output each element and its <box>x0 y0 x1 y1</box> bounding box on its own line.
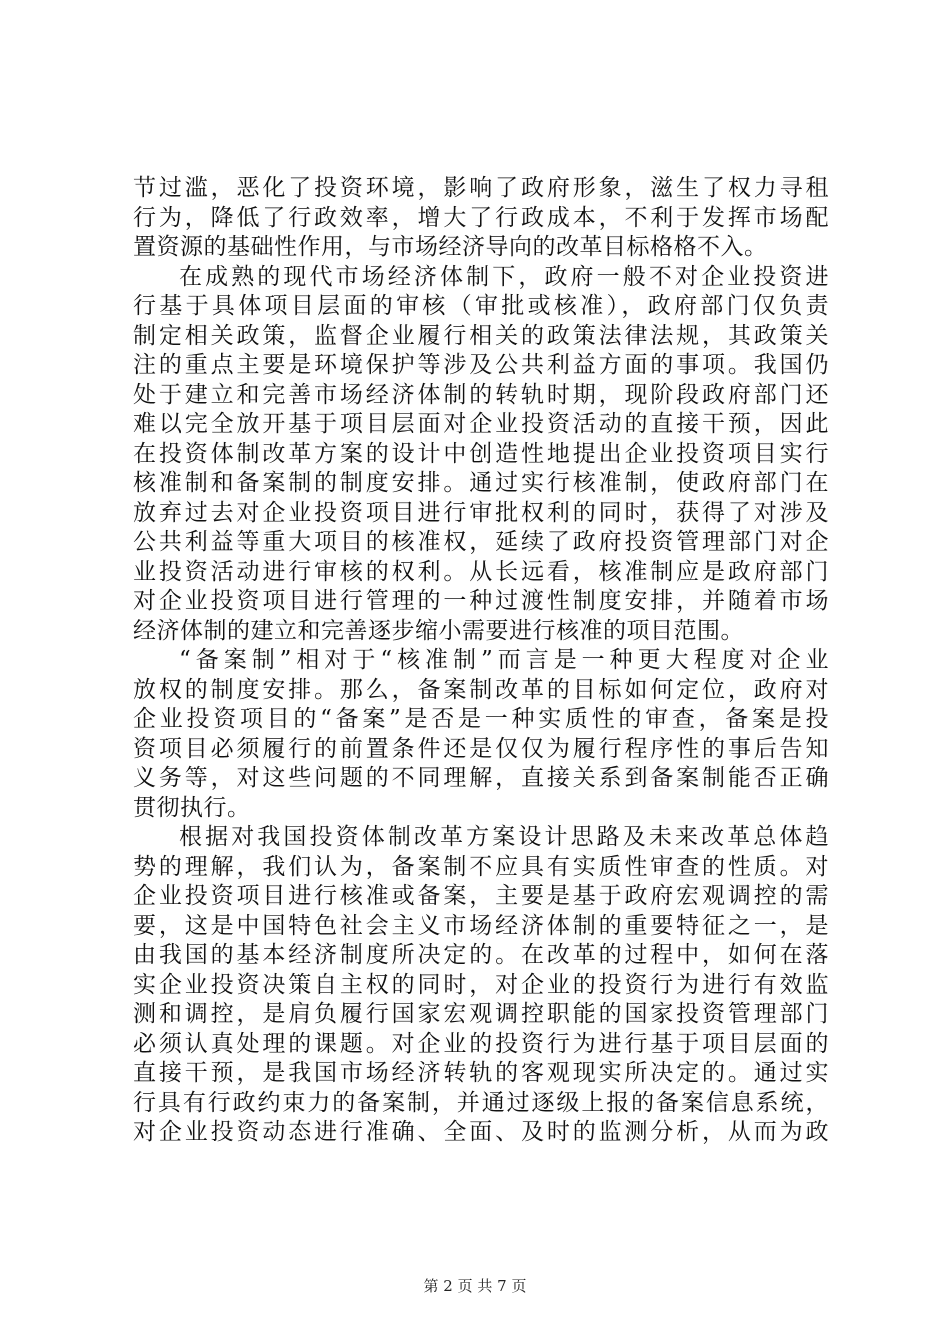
text-line: 行具有行政约束力的备案制，并通过逐级上报的备案信息系统， <box>133 1089 829 1116</box>
text-line: 企业投资项目的“备案”是否是一种实质性的审查，备案是投 <box>133 706 829 732</box>
text-line: 必须认真处理的课题。对企业的投资行为进行基于项目层面的 <box>133 1030 829 1057</box>
text-line: 注的重点主要是环境保护等涉及公共利益方面的事项。我国仍 <box>133 352 829 378</box>
text-line: 对企业投资项目进行管理的一种过渡性制度安排，并随着市场 <box>133 588 829 614</box>
text-line: 放权的制度安排。那么，备案制改革的目标如何定位，政府对 <box>133 676 829 703</box>
text-line: 对企业投资动态进行准确、全面、及时的监测分析，从而为政 <box>133 1119 829 1145</box>
page-number: 第 2 页 共 7 页 <box>423 1277 527 1295</box>
text-line: 企业投资项目进行核准或备案，主要是基于政府宏观调控的需 <box>133 883 829 909</box>
text-line: 行为，降低了行政效率，增大了行政成本，不利于发挥市场配 <box>133 204 829 231</box>
text-line: 测和调控，是肩负履行国家宏观调控职能的国家投资管理部门 <box>133 1001 829 1027</box>
text-line: 行基于具体项目层面的审核（审批或核准），政府部门仅负责 <box>133 293 829 319</box>
body-text <box>133 174 829 1148</box>
text-line: 经济体制的建立和完善逐步缩小需要进行核准的项目范围。 <box>133 617 744 644</box>
text-line: 置资源的基础性作用，与市场经济导向的改革目标格格不入。 <box>133 234 768 260</box>
text-line: 业投资活动进行审核的权利。从长远看，核准制应是政府部门 <box>133 558 829 585</box>
text-line: 节过滥，恶化了投资环境，影响了政府形象，滋生了权力寻租 <box>133 175 829 201</box>
text-line: 直接干预，是我国市场经济转轨的客观现实所决定的。通过实 <box>133 1060 829 1086</box>
text-line: 贯彻执行。 <box>133 794 251 821</box>
text-line: 核准制和备案制的制度安排。通过实行核准制，使政府部门在 <box>133 470 829 496</box>
text-line: 资项目必须履行的前置条件还是仅仅为履行程序性的事后告知 <box>133 735 829 762</box>
text-line: 要，这是中国特色社会主义市场经济体制的重要特征之一，是 <box>133 912 829 939</box>
text-line: 实企业投资决策自主权的同时，对企业的投资行为进行有效监 <box>133 971 829 998</box>
text-line: 公共利益等重大项目的核准权，延续了政府投资管理部门对企 <box>133 529 829 555</box>
text-line: 在投资体制改革方案的设计中创造性地提出企业投资项目实行 <box>133 440 829 467</box>
text-line: 势的理解，我们认为，备案制不应具有实质性审查的性质。对 <box>133 853 829 880</box>
text-line: 放弃过去对企业投资项目进行审批权利的同时，获得了对涉及 <box>133 499 829 526</box>
text-line: 由我国的基本经济制度所决定的。在改革的过程中，如何在落 <box>133 942 829 968</box>
text-line: 制定相关政策，监督企业履行相关的政策法律法规，其政策关 <box>133 322 829 349</box>
page-footer <box>0 1275 950 1296</box>
paragraph-first-line: 根据对我国投资体制改革方案设计思路及未来改革总体趋 <box>179 824 829 850</box>
text-line: 难以完全放开基于项目层面对企业投资活动的直接干预，因此 <box>133 411 829 437</box>
text-line: 义务等，对这些问题的不同理解，直接关系到备案制能否正确 <box>133 765 829 791</box>
paragraph-first-line: “备案制”相对于“核准制”而言是一种更大程度对企业 <box>179 647 829 673</box>
text-line: 处于建立和完善市场经济体制的转轨时期，现阶段政府部门还 <box>133 381 829 408</box>
paragraph-first-line: 在成熟的现代市场经济体制下，政府一般不对企业投资进 <box>179 263 829 290</box>
